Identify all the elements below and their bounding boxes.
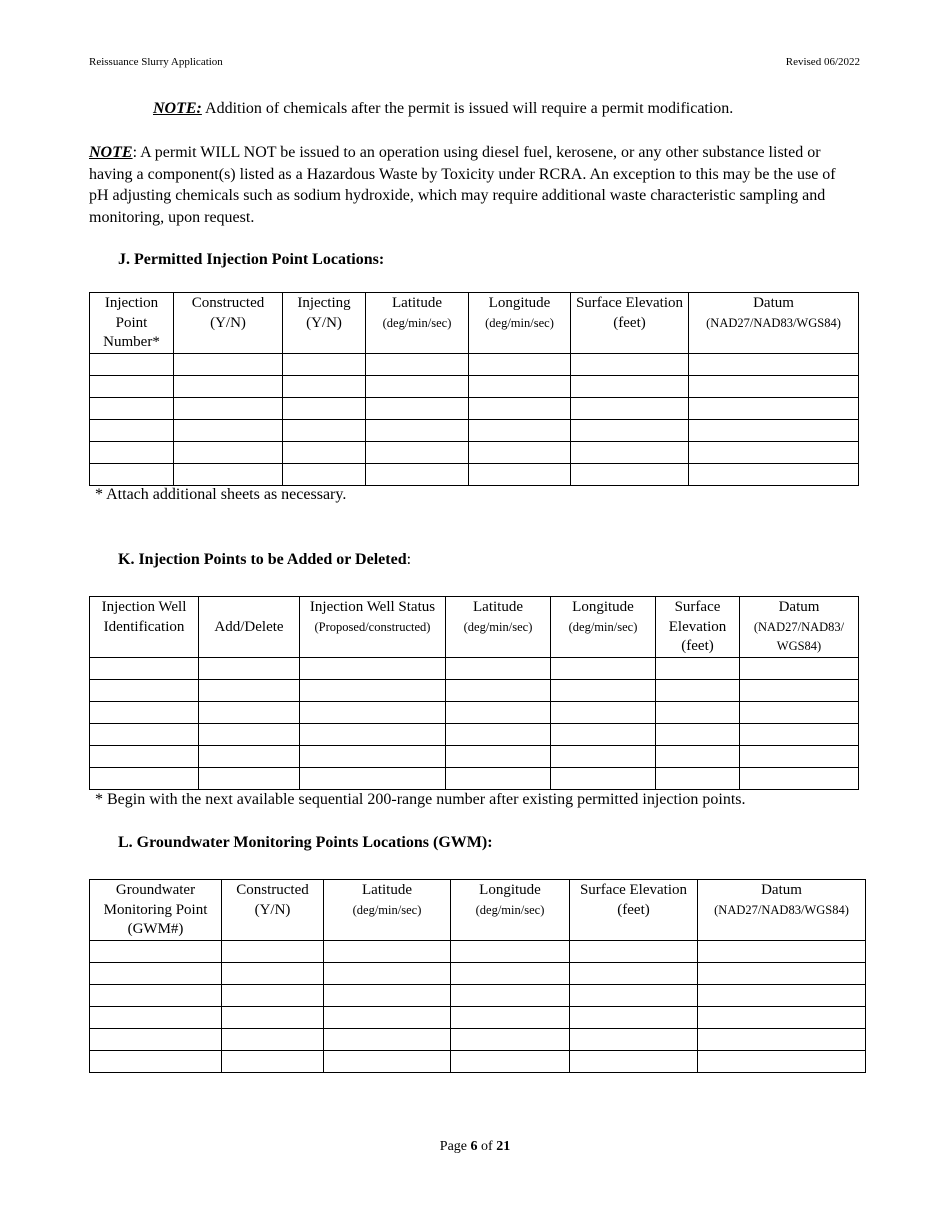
table-cell[interactable] [551, 723, 656, 745]
table-cell[interactable] [300, 767, 446, 789]
table-cell[interactable] [324, 1006, 451, 1028]
table-cell[interactable] [90, 723, 199, 745]
table-cell[interactable] [698, 962, 866, 984]
table-cell[interactable] [90, 441, 174, 463]
table-cell[interactable] [571, 397, 689, 419]
table-cell[interactable] [174, 353, 283, 375]
column-header: Latitude (deg/min/sec) [366, 293, 469, 354]
table-row [90, 940, 866, 962]
table-row [90, 679, 859, 701]
table-cell[interactable] [174, 419, 283, 441]
table-cell[interactable] [689, 353, 859, 375]
table-cell[interactable] [740, 701, 859, 723]
table-cell[interactable] [90, 397, 174, 419]
table-cell[interactable] [90, 463, 174, 485]
table-row [90, 723, 859, 745]
table-cell[interactable] [571, 419, 689, 441]
table-cell[interactable] [174, 375, 283, 397]
table-cell[interactable] [366, 375, 469, 397]
table-row [90, 375, 859, 397]
table-cell[interactable] [222, 1006, 324, 1028]
note-diesel [89, 142, 859, 228]
table-cell[interactable] [90, 375, 174, 397]
table-cell[interactable] [451, 1028, 570, 1050]
table-cell[interactable] [222, 1028, 324, 1050]
section-k-footnote: * Begin with the next available sequential 200-range number after existing permitted injection points. [95, 791, 746, 808]
table-cell[interactable] [199, 767, 300, 789]
table-cell[interactable] [90, 657, 199, 679]
table-row [90, 767, 859, 789]
column-header: Datum (NAD27/NAD83/WGS84) [698, 880, 866, 941]
column-header: Add/Delete [199, 597, 300, 658]
table-cell[interactable] [570, 1028, 698, 1050]
table-cell[interactable] [451, 962, 570, 984]
table-row [90, 463, 859, 485]
column-header: Constructed (Y/N) [174, 293, 283, 354]
note-text: Addition of chemicals after the permit is issued will require a permit modification. [201, 100, 734, 117]
table-cell[interactable] [698, 940, 866, 962]
table-cell[interactable] [90, 962, 222, 984]
column-header: Datum (NAD27/NAD83/ WGS84) [740, 597, 859, 658]
table-cell[interactable] [300, 723, 446, 745]
column-header: Constructed (Y/N) [222, 880, 324, 941]
column-header: Injection Well Identification [90, 597, 199, 658]
table-cell[interactable] [222, 940, 324, 962]
table-cell[interactable] [740, 745, 859, 767]
table-cell[interactable] [446, 723, 551, 745]
table-row [90, 701, 859, 723]
column-header: Surface Elevation (feet) [656, 597, 740, 658]
table-row [90, 657, 859, 679]
table-cell[interactable] [469, 441, 571, 463]
note-label: NOTE [89, 144, 133, 161]
table-cell[interactable] [90, 419, 174, 441]
table-cell[interactable] [199, 745, 300, 767]
column-header: Injection Point Number* [90, 293, 174, 354]
table-cell[interactable] [451, 1006, 570, 1028]
column-header: Datum (NAD27/NAD83/WGS84) [689, 293, 859, 354]
table-cell[interactable] [571, 463, 689, 485]
table-cell[interactable] [689, 397, 859, 419]
table-cell[interactable] [570, 962, 698, 984]
table-cell[interactable] [283, 441, 366, 463]
table-cell[interactable] [656, 701, 740, 723]
table-cell[interactable] [469, 353, 571, 375]
page-number: Page 6 of 21 [439, 1139, 511, 1154]
table-cell[interactable] [656, 657, 740, 679]
table-row [90, 962, 866, 984]
table-cell[interactable] [90, 940, 222, 962]
table-cell[interactable] [283, 397, 366, 419]
table-cell[interactable] [451, 984, 570, 1006]
table-cell[interactable] [199, 679, 300, 701]
groundwater-points-table [89, 879, 866, 1073]
table-cell[interactable] [740, 767, 859, 789]
section-j-title: J. Permitted Injection Point Locations: [118, 251, 385, 268]
table-row [90, 1006, 866, 1028]
table-cell[interactable] [366, 353, 469, 375]
column-header: Latitude (deg/min/sec) [446, 597, 551, 658]
table-cell[interactable] [469, 397, 571, 419]
table-cell[interactable] [283, 463, 366, 485]
table-cell[interactable] [551, 701, 656, 723]
table-cell[interactable] [366, 419, 469, 441]
table-cell[interactable] [90, 745, 199, 767]
table-cell[interactable] [740, 723, 859, 745]
table-cell[interactable] [689, 375, 859, 397]
table-row [90, 419, 859, 441]
table-cell[interactable] [570, 940, 698, 962]
column-header: Longitude (deg/min/sec) [451, 880, 570, 941]
table-cell[interactable] [570, 984, 698, 1006]
table-cell[interactable] [222, 984, 324, 1006]
table-cell[interactable] [90, 701, 199, 723]
table-cell[interactable] [698, 1050, 866, 1072]
column-header: Surface Elevation (feet) [570, 880, 698, 941]
table-cell[interactable] [174, 463, 283, 485]
table-cell[interactable] [570, 1050, 698, 1072]
table-cell[interactable] [324, 984, 451, 1006]
note-text: : A permit WILL NOT be issued to an operation using diesel fuel, kerosene, or any other substance listed or having a component(s) listed as a Hazardous Waste by Toxicity under RCRA. An exception to this may be the use of pH adjusting chemicals such as sodium hydroxide, which may require additional waste characteristic sampling and monitoring, upon request. [89, 144, 836, 226]
table-cell[interactable] [551, 679, 656, 701]
table-cell[interactable] [698, 984, 866, 1006]
table-cell[interactable] [656, 745, 740, 767]
column-header: Groundwater Monitoring Point (GWM#) [90, 880, 222, 941]
table-cell[interactable] [174, 441, 283, 463]
table-cell[interactable] [90, 679, 199, 701]
table-row [90, 397, 859, 419]
note-label: NOTE: [153, 100, 202, 117]
table-cell[interactable] [446, 767, 551, 789]
table-row [90, 1050, 866, 1072]
table-cell[interactable] [446, 679, 551, 701]
table-cell[interactable] [366, 397, 469, 419]
table-cell[interactable] [656, 723, 740, 745]
table-cell[interactable] [656, 679, 740, 701]
table-cell[interactable] [469, 375, 571, 397]
table-cell[interactable] [451, 940, 570, 962]
table-cell[interactable] [551, 767, 656, 789]
table-cell[interactable] [698, 1006, 866, 1028]
table-cell[interactable] [740, 679, 859, 701]
table-cell[interactable] [366, 441, 469, 463]
section-k-title: K. Injection Points to be Added or Deleted: [118, 551, 412, 568]
header-title: Reissuance Slurry Application [89, 56, 223, 68]
table-cell[interactable] [571, 353, 689, 375]
column-header: Injecting (Y/N) [283, 293, 366, 354]
table-cell[interactable] [571, 375, 689, 397]
note-chemicals [153, 100, 733, 118]
table-cell[interactable] [689, 441, 859, 463]
table-cell[interactable] [451, 1050, 570, 1072]
table-cell[interactable] [90, 1028, 222, 1050]
table-cell[interactable] [446, 657, 551, 679]
table-cell[interactable] [689, 419, 859, 441]
column-header: Injection Well Status (Proposed/constructed) [300, 597, 446, 658]
table-cell[interactable] [571, 441, 689, 463]
table-row [90, 745, 859, 767]
table-cell[interactable] [199, 657, 300, 679]
section-j-footnote: * Attach additional sheets as necessary. [95, 486, 347, 503]
table-cell[interactable] [300, 657, 446, 679]
table-cell[interactable] [199, 701, 300, 723]
table-cell[interactable] [283, 353, 366, 375]
table-row [90, 984, 866, 1006]
table-cell[interactable] [222, 962, 324, 984]
column-header: Longitude (deg/min/sec) [469, 293, 571, 354]
table-cell[interactable] [90, 1050, 222, 1072]
table-cell[interactable] [283, 375, 366, 397]
table-cell[interactable] [469, 419, 571, 441]
table-cell[interactable] [222, 1050, 324, 1072]
table-cell[interactable] [740, 657, 859, 679]
table-cell[interactable] [90, 1006, 222, 1028]
table-row [90, 441, 859, 463]
table-cell[interactable] [551, 745, 656, 767]
injection-points-table [89, 292, 859, 486]
header-revision: Revised 06/2022 [785, 56, 860, 68]
injection-changes-table [89, 596, 859, 790]
table-cell[interactable] [469, 463, 571, 485]
table-cell[interactable] [698, 1028, 866, 1050]
table-cell[interactable] [300, 701, 446, 723]
table-cell[interactable] [551, 657, 656, 679]
column-header: Longitude (deg/min/sec) [551, 597, 656, 658]
table-cell[interactable] [283, 419, 366, 441]
table-cell[interactable] [324, 962, 451, 984]
table-cell[interactable] [324, 940, 451, 962]
table-cell[interactable] [446, 745, 551, 767]
table-cell[interactable] [300, 745, 446, 767]
table-cell[interactable] [689, 463, 859, 485]
table-cell[interactable] [174, 397, 283, 419]
section-l-title: L. Groundwater Monitoring Points Locations (GWM): [118, 834, 493, 851]
table-cell[interactable] [570, 1006, 698, 1028]
table-cell[interactable] [446, 701, 551, 723]
table-row [90, 353, 859, 375]
table-cell[interactable] [90, 767, 199, 789]
table-cell[interactable] [324, 1050, 451, 1072]
table-cell[interactable] [300, 679, 446, 701]
table-row [90, 1028, 866, 1050]
table-cell[interactable] [90, 353, 174, 375]
table-cell[interactable] [656, 767, 740, 789]
table-cell[interactable] [324, 1028, 451, 1050]
column-header: Latitude (deg/min/sec) [324, 880, 451, 941]
table-cell[interactable] [90, 984, 222, 1006]
table-cell[interactable] [366, 463, 469, 485]
column-header: Surface Elevation (feet) [571, 293, 689, 354]
table-cell[interactable] [199, 723, 300, 745]
